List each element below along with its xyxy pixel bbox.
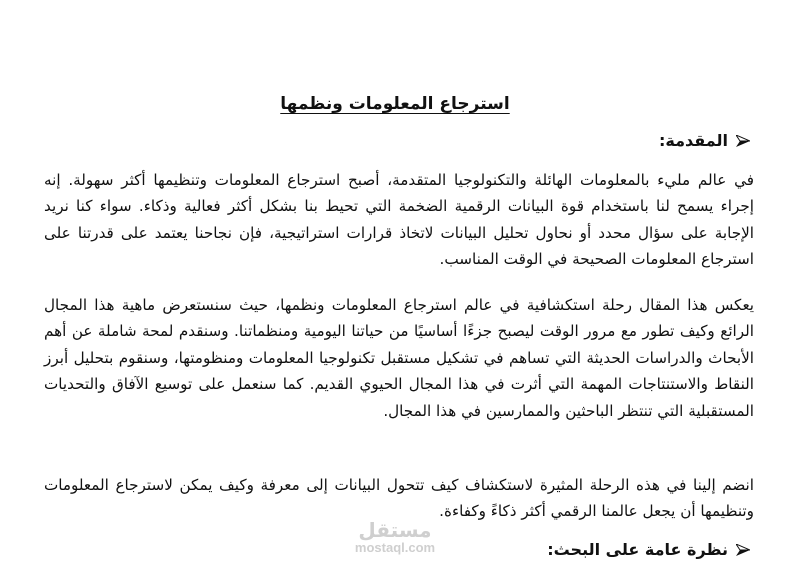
section-heading-research-overview (547, 537, 750, 563)
watermark-arabic: مستقل (358, 518, 432, 542)
watermark-latin: mostaql.com (354, 540, 436, 555)
document-title (0, 90, 790, 118)
paragraph-intro-2: يعكس هذا المقال رحلة استكشافية في عالم استرجاع المعلومات ونظمها، حيث سنستعرض ماهية هذا المجال الرائع وكيف تطور مع مرور الوقت ليصبح جزءًا أساسيًا من حياتنا اليومية ومنظماتنا. وسنقدم لمحة شاملة عن أهم الأبحاث والدراسات الحديثة التي تساهم في تشكيل مستقبل تكنولوجيا المعلومات ومنظومتها، وسنقوم بتحليل أبرز النقاط والاستنتاجات المهمة التي أثرت في هذا المجال الحيوي القديم. كما سنعمل على توسيع الآفاق والتحديات المستقبلية التي تنتظر الباحثين والممارسين في هذا المجال. (44, 296, 754, 420)
arrowhead-bullet-icon (736, 135, 750, 147)
watermark (340, 520, 450, 556)
section-heading-text: نظرة عامة على البحث: (547, 540, 728, 559)
section-heading-text: المقدمة: (659, 131, 728, 150)
paragraph-intro-1: في عالم مليء بالمعلومات الهائلة والتكنولوجيا المتقدمة، أصبح استرجاع المعلومات وتنظيمها أكثر سهولة. إنه إجراء يسمح لنا باستخدام قوة البيانات الرقمية الضخمة التي تحيط بنا بشكل أكثر فعالية وذكاء. سواء كنا نريد الإجابة على سؤال محدد أو نحاول تحليل البيانات لاتخاذ قرارات استراتيجية، فإن نجاحنا يعتمد على قدرتنا على استرجاع المعلومات الصحيحة في الوقت المناسب. (44, 171, 754, 269)
paragraph-intro-3: انضم إلينا في هذه الرحلة المثيرة لاستكشاف كيف تتحول البيانات إلى معرفة وكيف يمكن لاسترجاع المعلومات وتنظيمها أن يجعل عالمنا الرقمي أكثر ذكاءً وكفاءة. (44, 476, 754, 521)
document-title-text: استرجاع المعلومات ونظمها (280, 94, 510, 114)
arrowhead-bullet-icon (736, 544, 750, 556)
section-heading-introduction (659, 128, 750, 154)
